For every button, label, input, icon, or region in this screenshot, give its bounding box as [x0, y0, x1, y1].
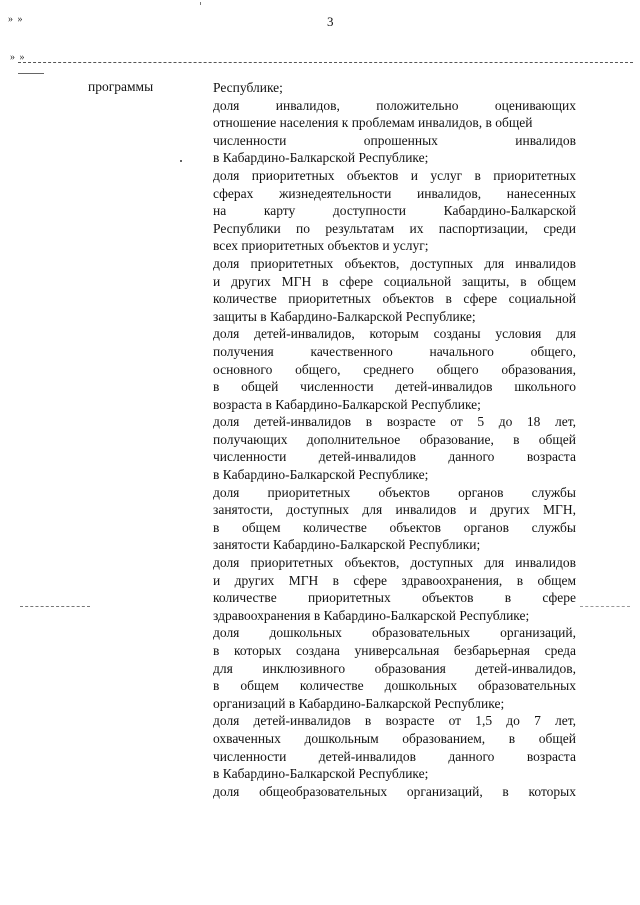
text-line: и других МГН в сфере социальной защиты, в общем: [213, 273, 576, 289]
scan-speck: [200, 2, 201, 5]
text-line: доля приоритетных объектов, доступных для инвалидов: [213, 555, 576, 571]
header-rule: [18, 62, 633, 63]
text-line: доля инвалидов, положительно оценивающих: [213, 97, 576, 113]
text-line: в Кабардино-Балкарской Республике;: [213, 150, 429, 166]
text-line: получения качественного начального общего,: [213, 343, 576, 359]
text-line: численности опрошенных инвалидов: [213, 132, 576, 148]
text-line: в Кабардино-Балкарской Республике;: [213, 766, 429, 782]
text-line: доля детей-инвалидов в возрасте от 1,5 до 7 лет,: [213, 713, 576, 729]
text-line: Республике;: [213, 80, 283, 95]
text-line: количестве приоритетных объектов в сфере социальной: [213, 291, 576, 307]
margin-rule-right: [580, 606, 630, 607]
indicators-text: [213, 79, 576, 800]
text-line: доля детей-инвалидов в возрасте от 5 до 18 лет,: [213, 414, 576, 430]
text-line: охваченных дошкольным образованием, в общей: [213, 730, 576, 746]
text-line: доля дошкольных образовательных организаций,: [213, 625, 576, 641]
text-line: Республики по результатам их паспортизации, среди: [213, 220, 576, 236]
page-number: 3: [327, 14, 334, 29]
text-line: получающих дополнительное образование, в общей: [213, 431, 576, 447]
text-line: основного общего, среднего общего образования,: [213, 361, 576, 377]
margin-rule-left: [20, 606, 90, 607]
short-rule: [18, 73, 44, 74]
text-line: доля детей-инвалидов, которым созданы условия для: [213, 326, 576, 342]
text-line: численности детей-инвалидов данного возраста: [213, 748, 576, 764]
text-line: численности детей-инвалидов данного возраста: [213, 449, 576, 465]
text-line: доля приоритетных объектов и услуг в приоритетных: [213, 167, 576, 183]
corner-mark-second: » »: [10, 52, 26, 63]
text-line: возраста в Кабардино-Балкарской Республике;: [213, 396, 481, 412]
row-label: программы: [88, 79, 154, 94]
text-line: на карту доступности Кабардино-Балкарской: [213, 203, 576, 219]
corner-mark-top: » »: [8, 14, 24, 25]
text-line: доля приоритетных объектов органов службы: [213, 484, 576, 500]
text-line: в Кабардино-Балкарской Республике;: [213, 467, 429, 483]
text-line: сферах жизнедеятельности инвалидов, нанесенных: [213, 185, 576, 201]
text-line: в общей численности детей-инвалидов школьного: [213, 379, 576, 395]
text-line: защиты в Кабардино-Балкарской Республике;: [213, 308, 476, 324]
text-line: доля приоритетных объектов, доступных для инвалидов: [213, 255, 576, 271]
text-line: занятости Кабардино-Балкарской Республики;: [213, 537, 481, 553]
text-line: и других МГН в сфере здравоохранения, в общем: [213, 572, 576, 588]
text-line: в общем количестве дошкольных образовательных: [213, 678, 576, 694]
text-line: доля общеобразовательных организаций, в которых: [213, 783, 576, 799]
text-line: здравоохранения в Кабардино-Балкарской Республике;: [213, 607, 530, 623]
text-line: организаций в Кабардино-Балкарской Республике;: [213, 695, 505, 711]
text-line: отношение населения к проблемам инвалидов, в общей: [213, 115, 533, 131]
text-line: для инклюзивного образования детей-инвалидов,: [213, 660, 576, 676]
text-line: в которых создана универсальная безбарьерная среда: [213, 643, 576, 658]
text-line: занятости, доступных для инвалидов и других МГН,: [213, 502, 576, 518]
text-line: всех приоритетных объектов и услуг;: [213, 238, 429, 254]
text-line: количестве приоритетных объектов в сфере: [213, 590, 576, 606]
scan-dot: [180, 160, 182, 162]
text-line: в общем количестве объектов органов службы: [213, 519, 576, 535]
